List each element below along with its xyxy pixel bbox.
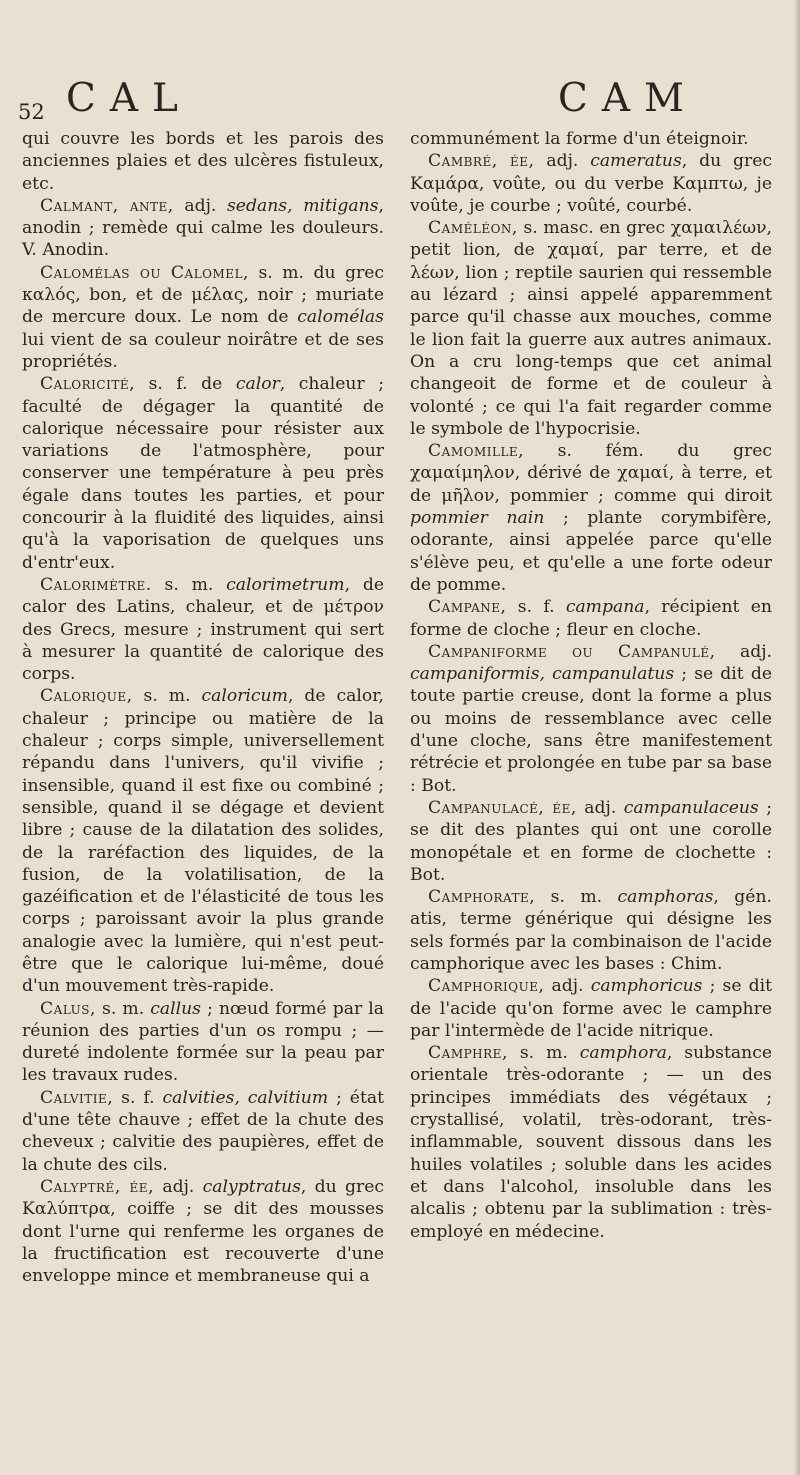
left-column <box>22 128 384 1287</box>
entry-headword: Calorimètre. <box>40 574 152 595</box>
dictionary-entry <box>410 217 772 440</box>
entry-continuation: communément la forme d'un éteignoir. <box>410 129 749 149</box>
entry-latin: campaniformis, campanulatus <box>410 664 675 685</box>
entry-definition: , du grec Καμάρα, voûte, ou du verbe Καμπτω, je voûte, je courbe ; voûté, courbé. <box>410 151 772 216</box>
dictionary-entry <box>410 596 772 641</box>
entry-headword: Calmant, ante, <box>40 195 174 216</box>
entry-text: adj. <box>534 151 591 172</box>
entry-definition: , substance orientale très-odorante ; — un des principes immédiats des végétaux ; crystallisé, volatil, très-odorant, très-inflammable, souvent dissous dans les huiles volatiles ; soluble dans les acides et dans l'alcohol, insoluble dans les alcalis ; obtenu par la sublimation : très-employé en médecine. <box>410 1043 773 1242</box>
entry-text: s. m. du grec καλός, bon, et de μέλας, noir ; muriate de mercure doux. Le nom de <box>22 262 384 328</box>
entry-headword: Camphorate, <box>428 887 536 908</box>
entry-text: s. m. <box>151 574 227 595</box>
entry-latin: calorimetrum <box>226 574 345 595</box>
entry-text: adj. <box>715 641 772 662</box>
entry-text: adj. <box>154 1176 203 1197</box>
entry-latin: camphoricus <box>590 976 703 997</box>
entry-text: adj. <box>576 797 624 818</box>
entry-text: s. m. <box>95 998 151 1019</box>
dictionary-entry <box>22 262 384 373</box>
entry-definition: ; se dit de toute partie creuse, dont la forme a plus ou moins de ressemblance avec celle d'une cloche, sans être manifestement rétrécie et prolongée en tube par sa base : Bot. <box>410 664 772 796</box>
entry-headword: Camphorique, <box>428 976 545 997</box>
entry-headword: Camomille, <box>428 441 525 462</box>
entry-latin: caloricum <box>201 686 288 707</box>
right-column <box>410 128 772 1243</box>
entry-headword: Calyptré, ée, <box>40 1176 155 1197</box>
entry-headword: Camphre, <box>428 1043 508 1064</box>
running-head-left: CAL <box>66 76 192 121</box>
dictionary-entry <box>22 1087 384 1176</box>
entry-text: s. fém. du grec χαμαίμηλον, dérivé de χαμαί, à terre, et de μῆλον, pommier ; comme qui diroit <box>410 441 772 506</box>
entry-text: s. f. de <box>135 374 236 395</box>
entry-headword: Calorique, <box>40 686 133 707</box>
entry-headword: Caméléon, <box>428 218 518 239</box>
entry-headword: Campane, <box>428 597 507 618</box>
entry-text: s. m. <box>507 1043 580 1064</box>
entry-latin: pommier nain <box>410 508 545 529</box>
entry-latin: campanulaceus <box>623 797 759 818</box>
dictionary-entry <box>410 128 772 150</box>
entry-definition: ; nœud formé par la réunion des parties d'un os rompu ; — dureté indolente formée sur la peau par les travaux rudes. <box>22 998 384 1086</box>
entry-headword: Campanulacé, ée, <box>428 797 577 818</box>
page-edge <box>794 0 800 1475</box>
entry-definition: , de calor, chaleur ; principe ou matière de la chaleur ; corps simple, universellement répandu dans l'univers, qu'il vivifie ; insensible, quand il est fixe ou combiné ; sensible, quand il se dégage et devient libre ; cause de la dilatation des solides, de la raréfaction des liquides, de la fusion, de la volatilisation, de la gazéification et de l'élasticité de tous les corps ; paroissant avoir la plus grande analogie avec la lumière, qui n'est peut-être que le calorique lui-même, doué d'un mouvement très-rapide. <box>22 686 384 997</box>
entry-latin: calyptratus <box>202 1176 301 1197</box>
entry-latin: sedans, mitigans <box>226 195 379 216</box>
entry-definition: ; état d'une tête chauve ; effet de la chute des cheveux ; calvitie des paupières, effet de la chute des cils. <box>22 1087 385 1175</box>
dictionary-entry <box>22 195 384 262</box>
entry-definition: ; plante corymbifère, odorante, ainsi appelée parce qu'elle s'élève peu, et qu'elle a une forte odeur de pomme. <box>410 508 772 595</box>
entry-continuation: qui couvre les bords et les parois des anciennes plaies et des ulcères fistuleux, etc. <box>22 129 384 194</box>
dictionary-entry <box>410 975 772 1042</box>
dictionary-entry <box>22 373 384 574</box>
entry-latin: camphora <box>579 1043 667 1064</box>
entry-latin: callus <box>150 998 202 1019</box>
entry-definition: , chaleur ; faculté de dégager la quantité de calorique nécessaire pour résister aux variations de l'atmosphère, pour conserver une température à peu près égale dans toutes les parties, et pour concourir à la fluidité des liquides, ainsi qu'à la vaporisation de quelques uns d'entr'eux. <box>22 374 385 573</box>
entry-text: s. masc. en grec χαμαιλέων, petit lion, de χαμαί, par terre, et de λέων, lion ; reptile saurien qui ressemble au lézard ; ainsi appelé apparemment parce qu'il chasse aux mouches, comme le lion fait la guerre aux autres animaux. On a cru long-temps que cet animal changeoit de forme et de couleur à volonté ; ce qui l'a fait regarder comme le symbole de l'hypocrisie. <box>410 218 772 439</box>
entry-text: s. m. <box>132 686 202 707</box>
entry-headword: Calomélas ou Calomel, <box>40 262 250 283</box>
entry-definition: , gén. atis, terme générique qui désigne les sels formés par la combinaison de l'acide camphorique avec les bases : Chim. <box>410 887 773 974</box>
entry-headword: Campaniforme ou Campanulé, <box>428 641 716 662</box>
entry-definition: , de calor des Latins, chaleur, et de μέτρον des Grecs, mesure ; instrument qui sert à mesurer la quantité de calorique des corps. <box>22 574 384 685</box>
dictionary-entry <box>22 998 384 1087</box>
page-number: 52 <box>18 100 45 124</box>
entry-definition: , récipient en forme de cloche ; fleur en cloche. <box>410 597 772 640</box>
dictionary-entry <box>410 797 772 886</box>
entry-latin: campana <box>565 597 645 618</box>
entry-definition: ; se dit de l'acide qu'on forme avec le camphre par l'intermède de l'acide nitrique. <box>410 976 772 1041</box>
dictionary-entry <box>22 128 384 195</box>
dictionary-entry <box>22 574 384 685</box>
entry-text: s. f. <box>113 1087 163 1108</box>
dictionary-entry <box>410 150 772 217</box>
entry-headword: Calvitie, <box>40 1087 114 1108</box>
entry-text: adj. <box>544 976 591 997</box>
dictionary-entry <box>410 641 772 797</box>
entry-latin: calvities, calvitium <box>162 1087 329 1108</box>
entry-text: adj. <box>173 195 227 216</box>
entry-headword: Cambré, ée, <box>428 151 535 172</box>
entry-latin: calomélas <box>297 307 384 328</box>
entry-latin: calor <box>235 374 280 395</box>
entry-text: s. m. <box>535 887 618 908</box>
dictionary-entry <box>410 440 772 596</box>
entry-definition: , du grec Καλύπτρα, coiffe ; se dit des mousses dont l'urne qui renferme les organes de la fructification est recouverte d'une enveloppe mince et membraneuse qui a <box>22 1176 384 1287</box>
entry-definition: lui vient de sa couleur noirâtre et de ses propriétés. <box>22 329 384 372</box>
entry-latin: cameratus <box>590 151 682 172</box>
dictionary-entry <box>22 1176 384 1287</box>
dictionary-entry <box>410 886 772 975</box>
running-head-right: CAM <box>558 76 698 121</box>
entry-definition: ; se dit des plantes qui ont une corolle monopétale et en forme de clochette : Bot. <box>410 797 773 885</box>
entry-latin: camphoras <box>617 887 714 908</box>
entry-text: s. f. <box>506 597 566 618</box>
entry-definition: , anodin ; remède qui calme les douleurs. V. Anodin. <box>22 195 384 261</box>
entry-headword: Caloricité, <box>40 374 136 395</box>
dictionary-entry <box>410 1042 772 1243</box>
entry-headword: Calus, <box>40 998 96 1019</box>
dictionary-entry <box>22 685 384 997</box>
